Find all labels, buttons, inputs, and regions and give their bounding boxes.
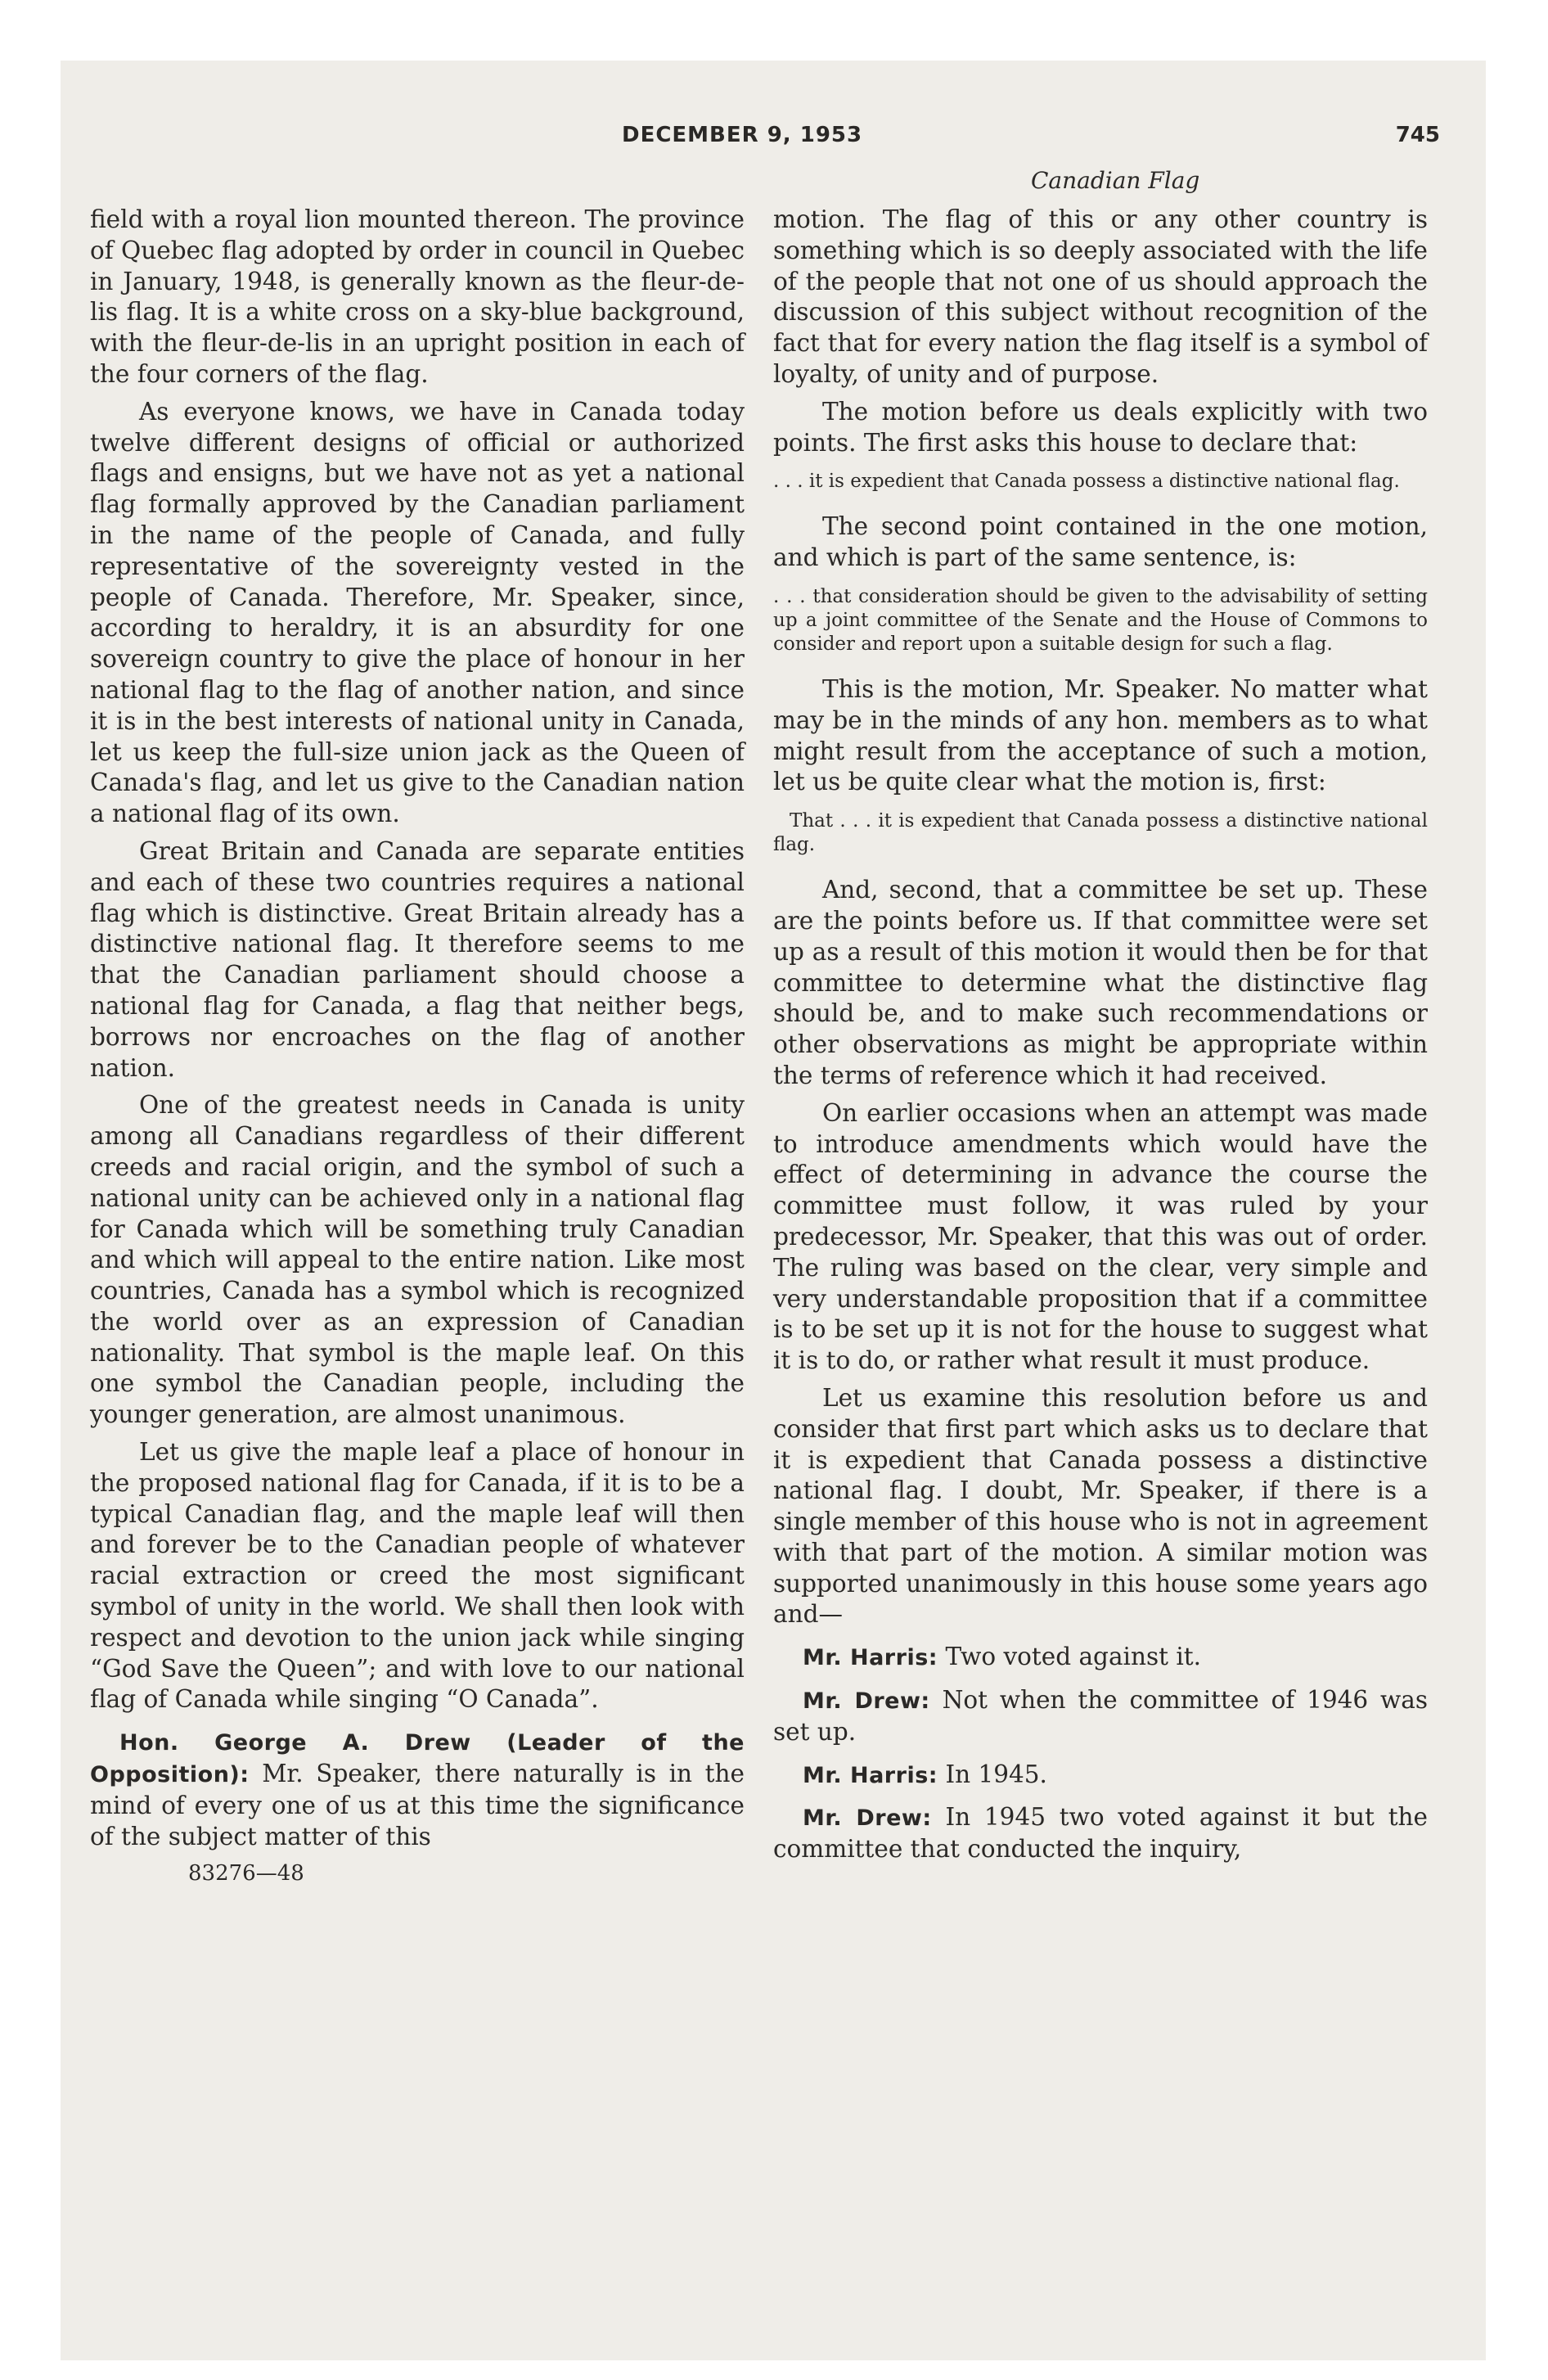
quotation: . . . it is expedient that Canada possess a distinctive national flag.: [773, 471, 1400, 493]
section-title: Canadian Flag: [1031, 167, 1200, 194]
quotation: That . . . it is expedient that Canada possess a distinctive national flag.: [773, 810, 1428, 856]
speaker-name: Mr. Harris:: [803, 1762, 938, 1788]
paragraph: And, second, that a committee be set up. These are the points before us. If that committee were set up as a result of this motion it would then be for that committee to determine what the distinctive flag should be, and to make such recommendations or other observations as might be appropriate within the terms of reference which it had received.: [773, 876, 1428, 1089]
paragraph: This is the motion, Mr. Speaker. No matter what may be in the minds of any hon. members as to what might result from the acceptance of such a motion, let us be quite clear what the motion is, first:: [773, 674, 1428, 796]
paragraph: The motion before us deals explicitly with two points. The first asks this house to declare that:: [773, 397, 1428, 457]
speech-text: Mr. Speaker, there naturally is in the mind of every one of us at this time the significance of the subject matter of this: [90, 1760, 745, 1850]
page-number: 745: [1395, 123, 1440, 147]
speaker-name: Mr. Drew:: [803, 1688, 930, 1715]
speaker-name: Mr. Drew:: [803, 1805, 932, 1832]
paragraph: One of the greatest needs in Canada is unity among all Canadians regardless of their different creeds and racial origin, and the symbol of such a national unity can be achieved only in a national flag for Canada which will be something truly Canadian and which will appeal to the entire nation. Like most countries, Canada has a symbol which is recognized the world over as an expression of Canadian nationality. That symbol is the maple leaf. On this one symbol the Canadian people, including the younger generation, are almost unanimous.: [90, 1091, 745, 1429]
exchange-line: [773, 1760, 1428, 1792]
right-column: [773, 205, 1428, 1872]
speech-text: In 1945.: [945, 1760, 1047, 1788]
paragraph: field with a royal lion mounted thereon. The province of Quebec flag adopted by order in council in Quebec in January, 1948, is generally known as the fleur-de-lis flag. It is a white cross on a sky-blue background, with the fleur-de-lis in an upright position in each of the four corners of the flag.: [90, 205, 745, 388]
speech-paragraph: [90, 1727, 745, 1852]
speaker-name: Hon. George A. Drew (Leader of the Opposition):: [90, 1730, 745, 1788]
paragraph: The second point contained in the one motion, and which is part of the same sentence, is:: [773, 512, 1428, 572]
paragraph: As everyone knows, we have in Canada today twelve different designs of official or authorized flags and ensigns, but we have not as yet a national flag formally approved by the Canadian parliament in the name of the people of Canada, and fully representative of the sovereignty vested in the people of Canada. Therefore, Mr. Speaker, since, according to heraldry, it is an absurdity for one sovereign country to give the place of honour in her national flag to the flag of another nation, and since it is in the best interests of national unity in Canada, let us keep the full-size union jack as the Queen of Canada's flag, and let us give to the Canadian nation a national flag of its own.: [90, 397, 745, 828]
quotation: . . . that consideration should be given to the advisability of setting up a joint committee of the Senate and the House of Commons to consider and report upon a suitable design for such a flag.: [773, 585, 1428, 655]
speech-text: In 1945 two voted against it but the committee that conducted the inquiry,: [773, 1803, 1428, 1864]
paragraph: Great Britain and Canada are separate entities and each of these two countries requires a national flag which is distinctive. Great Britain already has a distinctive national flag. It therefore seems to me that the Canadian parliament should choose a national flag for Canada, a flag that neither begs, borrows nor encroaches on the flag of another nation.: [90, 836, 745, 1082]
speech-text: Two voted against it.: [945, 1643, 1201, 1671]
left-column: [90, 205, 745, 1896]
running-head: [90, 123, 1440, 160]
paragraph: motion. The flag of this or any other country is something which is so deeply associated with the life of the people that not one of us should approach the discussion of this subject without recognition of the fact that for every nation the flag itself is a symbol of loyalty, of unity and of purpose.: [773, 205, 1428, 388]
paragraph: Let us give the maple leaf a place of honour in the proposed national flag for Canada, if it is to be a typical Canadian flag, and the maple leaf will then and forever be to the Canadian people of whatever racial extraction or creed the most significant symbol of unity in the world. We shall then look with respect and devotion to the union jack while singing “God Save the Queen”; and with love to our national flag of Canada while singing “O Canada”.: [90, 1438, 745, 1714]
speaker-name: Mr. Harris:: [803, 1645, 938, 1671]
hansard-page: [90, 123, 1440, 1886]
exchange-line: [773, 1802, 1428, 1865]
paragraph: Let us examine this resolution before us and consider that first part which asks us to declare that it is expedient that Canada possess a distinctive national flag. I doubt, Mr. Speaker, if there is a single member of this house who is not in agreement with that part of the motion. A similar motion was supported unanimously in this house some years ago and—: [773, 1383, 1428, 1629]
exchange-line: [773, 1685, 1428, 1748]
paragraph: On earlier occasions when an attempt was made to introduce amendments which would have the effect of determining in advance the course the committee must follow, it was ruled by your predecessor, Mr. Speaker, that this was out of order. The ruling was based on the clear, very simple and very understandable proposition that if a committee is to be set up it is not for the house to suggest what it is to do, or rather what result it must produce.: [773, 1098, 1428, 1375]
speech-text: Not when the committee of 1946 was set up.: [773, 1686, 1428, 1746]
exchange-line: [773, 1642, 1428, 1674]
page-date: DECEMBER 9, 1953: [622, 123, 863, 147]
printer-code: 83276—48: [188, 1861, 304, 1886]
